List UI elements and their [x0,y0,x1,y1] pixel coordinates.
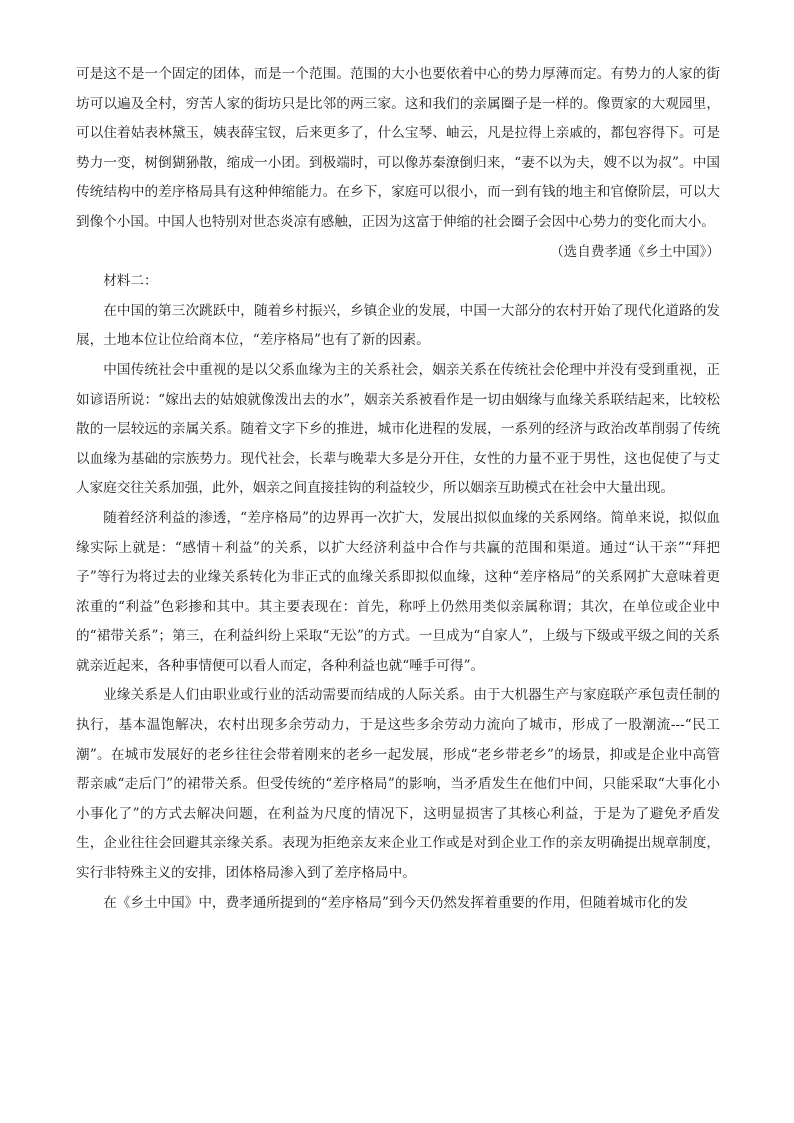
paragraph-quasi-kinship: 随着经济利益的渗透，“差序格局”的边界再一次扩大，发展出拟似血缘的关系网络。简单来说，拟似血缘实际上就是：“感情＋利益”的关系，以扩大经济利益中合作与共赢的范围和渠道。通过“认干亲”“拜把子”等行为将过去的业缘关系转化为非正式的血缘关系即拟似血缘，这种“差序格局”的关系网扩大意味着更浓重的“利益”色彩掺和其中。其主要表现在：首先，称呼上仍然用类似亲属称谓；其次，在单位或企业中的“裙带关系”；第三，在利益纠纷上采取“无讼”的方式。一旦成为“自家人”，上级与下级或平级之间的关系就亲近起来，各种事情便可以看人而定，各种利益也就“唾手可得”。 [76,509,720,674]
material2-heading: 材料二： [103,273,158,290]
paragraph-conclusion: 在《乡土中国》中，费孝通所提到的“差序格局”到今天仍然发挥着重要的作用，但随着城市化的发 [103,894,689,911]
paragraph-kinship: 中国传统社会中重视的是以父系血缘为主的关系社会，姻亲关系在传统社会伦理中并没有受到重视，正如谚语所说：“嫁出去的姑娘就像泼出去的水”，姻亲关系被看作是一切由姻缘与血缘关系联结起来，比较松散的一层较远的亲属关系。随着文字下乡的推进，城市化进程的发展，一系列的经济与政治改革削弱了传统以血缘为基础的宗族势力。现代社会，长辈与晚辈大多是分开住，女性的力量不亚于男性，这也促使了与丈人家庭交往关系加强，此外，姻亲之间直接挂钩的利益较少，所以姻亲互助模式在社会中大量出现。 [76,361,720,497]
paragraph-material1-end: 可是这不是一个固定的团体，而是一个范围。范围的大小也要依着中心的势力厚薄而定。有势力的人家的街坊可以遍及全村，穷苦人家的街坊只是比邻的两三家。这和我们的亲属圈子是一样的。像贾家的大观园里，可以住着姑表林黛玉，姨表薛宝钗，后来更多了，什么宝琴、岫云，凡是拉得上亲戚的，都包容得下。可是势力一变，树倒猢狲散，缩成一小团。到极端时，可以像苏秦潦倒归来，“妻不以为夫，嫂不以为叔”。中国传统结构中的差序格局具有这种伸缩能力。在乡下，家庭可以很小，而一到有钱的地主和官僚阶层，可以大到像个小国。中国人也特别对世态炎凉有感触，正因为这富于伸缩的社会圈子会因中心势力的变化而大小。 [76,66,720,230]
paragraph-occupational: 业缘关系是人们由职业或行业的活动需要而结成的人际关系。由于大机器生产与家庭联产承包责任制的执行，基本温饱解决，农村出现多余劳动力，于是这些多余劳动力流向了城市，形成了一股潮流---“民工潮”。在城市发展好的老乡往往会带着刚来的老乡一起发展，形成“老乡带老乡”的场景，抑或是企业中高管帮亲戚“走后门”的裙带关系。但受传统的“差序格局”的影响，当矛盾发生在他们中间，只能采取“大事化小小事化了”的方式去解决问题，在利益为尺度的情况下，这明显损害了其核心利益，于是为了避免矛盾发生，企业往往会回避其亲缘关系。表现为拒绝亲友来企业工作或是对到企业工作的亲友明确提出规章制度，实行非特殊主义的安排，团体格局渗入到了差序格局中。 [76,687,720,882]
document-page [76,60,720,918]
paragraph-third-leap: 在中国的第三次跳跃中，随着乡村振兴，乡镇企业的发展，中国一大部分的农村开始了现代化道路的发展，土地本位让位给商本位，“差序格局”也有了新的因素。 [76,302,720,349]
source-citation: （选自费孝通《乡土中国》） [550,243,720,260]
